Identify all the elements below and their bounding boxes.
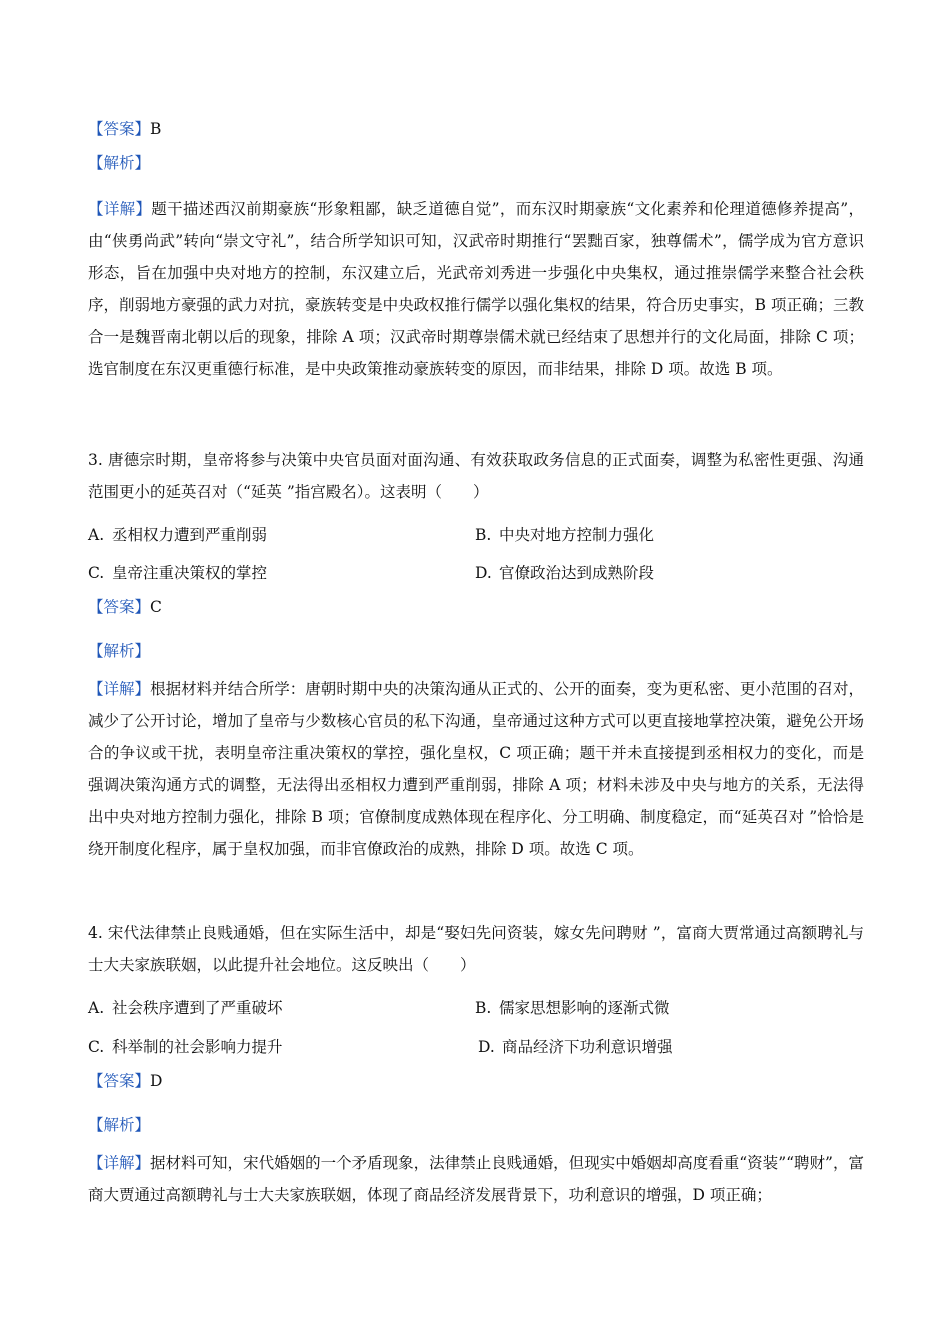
q3-answer-line [88, 597, 162, 617]
q3-detail-paragraph [88, 673, 864, 865]
option-letter: D. [475, 564, 492, 582]
q3-option-c [88, 563, 267, 583]
question-stem-text: 3. 唐德宗时期，皇帝将参与决策中央官员面对面沟通、有效获取政务信息的正式面奏，调整为私密性更强、沟通范围更小的延英召对（“延英 ”指宫殿名）。这表明（ ） [88, 451, 864, 501]
q3-analysis-line [88, 641, 150, 661]
option-text: 丞相权力遭到严重削弱 [112, 526, 268, 544]
analysis-tag: 【解析】 [88, 1116, 151, 1134]
analysis-tag: 【解析】 [88, 642, 151, 660]
option-text: 科举制的社会影响力提升 [112, 1038, 283, 1056]
answer-value: C [150, 598, 162, 616]
answer-value: B [150, 120, 162, 138]
detail-text: 根据材料并结合所学：唐朝时期中央的决策沟通从正式的、公开的面奏，变为更私密、更小范围的召对，减少了公开讨论，增加了皇帝与少数核心官员的私下沟通，皇帝通过这种方式可以更直接地掌控决策，避免公开场合的争议或干扰，表明皇帝注重决策权的掌控，强化皇权，C 项正确；题干并未直接提到丞相权力的变化，而是强调决策沟通方式的调整，无法得出丞相权力遭到严重削弱，排除 A 项；材料未涉及中央与地方的关系，无法得出中央对地方控制力强化，排除 B 项；官僚制度成熟体现在程序化、分工明确、制度稳定，而“延英召对 ”恰恰是绕开制度化程序，属于皇权加强，而非官僚政治的成熟，排除 D 项。故选 C 项。 [88, 680, 864, 858]
option-letter: B. [475, 999, 492, 1017]
option-letter: A. [88, 526, 105, 544]
option-text: 官僚政治达到成熟阶段 [499, 564, 655, 582]
q4-stem [88, 917, 864, 981]
analysis-tag: 【解析】 [88, 154, 151, 172]
option-letter: A. [88, 999, 105, 1017]
answer-tag: 【答案】 [88, 1072, 151, 1090]
option-text: 儒家思想影响的逐渐式微 [499, 999, 670, 1017]
q2-answer-line [88, 119, 161, 139]
q4-analysis-line [88, 1115, 150, 1135]
answer-value: D [150, 1072, 163, 1090]
detail-tag: 【详解】 [88, 200, 152, 218]
answer-tag: 【答案】 [88, 598, 151, 616]
q4-option-a [88, 998, 283, 1018]
question-stem-text: 4. 宋代法律禁止良贱通婚，但在实际生活中，却是“娶妇先问资装，嫁女先问聘财 ”，富商大贾常通过高额聘礼与士大夫家族联姻，以此提升社会地位。这反映出（ ） [88, 924, 864, 974]
q3-stem [88, 444, 864, 508]
q4-option-d [478, 1037, 673, 1057]
detail-tag: 【详解】 [88, 680, 151, 698]
detail-text: 据材料可知，宋代婚姻的一个矛盾现象，法律禁止良贱通婚，但现实中婚姻却高度看重“资装”“聘财”，富商大贾通过高额聘礼与士大夫家族联姻，体现了商品经济发展背景下，功利意识的增强，D 项正确； [88, 1154, 864, 1204]
option-text: 中央对地方控制力强化 [499, 526, 655, 544]
option-text: 商品经济下功利意识增强 [502, 1038, 673, 1056]
q3-option-d [475, 563, 654, 583]
answer-tag: 【答案】 [88, 120, 151, 138]
q4-option-b [475, 998, 670, 1018]
q4-option-c [88, 1037, 283, 1057]
q3-option-b [475, 525, 654, 545]
option-text: 社会秩序遭到了严重破坏 [112, 999, 283, 1017]
option-text: 皇帝注重决策权的掌控 [112, 564, 268, 582]
q2-analysis-line [88, 153, 150, 173]
q4-answer-line [88, 1071, 162, 1091]
q2-detail-paragraph [88, 193, 864, 385]
q4-detail-paragraph [88, 1147, 864, 1211]
option-letter: B. [475, 526, 492, 544]
q3-option-a [88, 525, 267, 545]
detail-tag: 【详解】 [88, 1154, 151, 1172]
detail-text: 题干描述西汉前期豪族“形象粗鄙，缺乏道德自觉”，而东汉时期豪族“文化素养和伦理道德修养提高”，由“侠勇尚武”转向“崇文守礼”，结合所学知识可知，汉武帝时期推行“罢黜百家，独尊儒术”，儒学成为官方意识形态，旨在加强中央对地方的控制，东汉建立后，光武帝刘秀进一步强化中央集权，通过推崇儒学来整合社会秩序，削弱地方豪强的武力对抗，豪族转变是中央政权推行儒学以强化集权的结果，符合历史事实，B 项正确；三教合一是魏晋南北朝以后的现象，排除 A 项；汉武帝时期尊崇儒术就已经结束了思想并行的文化局面，排除 C 项；选官制度在东汉更重德行标准，是中央政策推动豪族转变的原因，而非结果，排除 D 项。故选 B 项。 [88, 200, 864, 378]
option-letter: C. [88, 1038, 105, 1056]
option-letter: D. [478, 1038, 495, 1056]
option-letter: C. [88, 564, 105, 582]
